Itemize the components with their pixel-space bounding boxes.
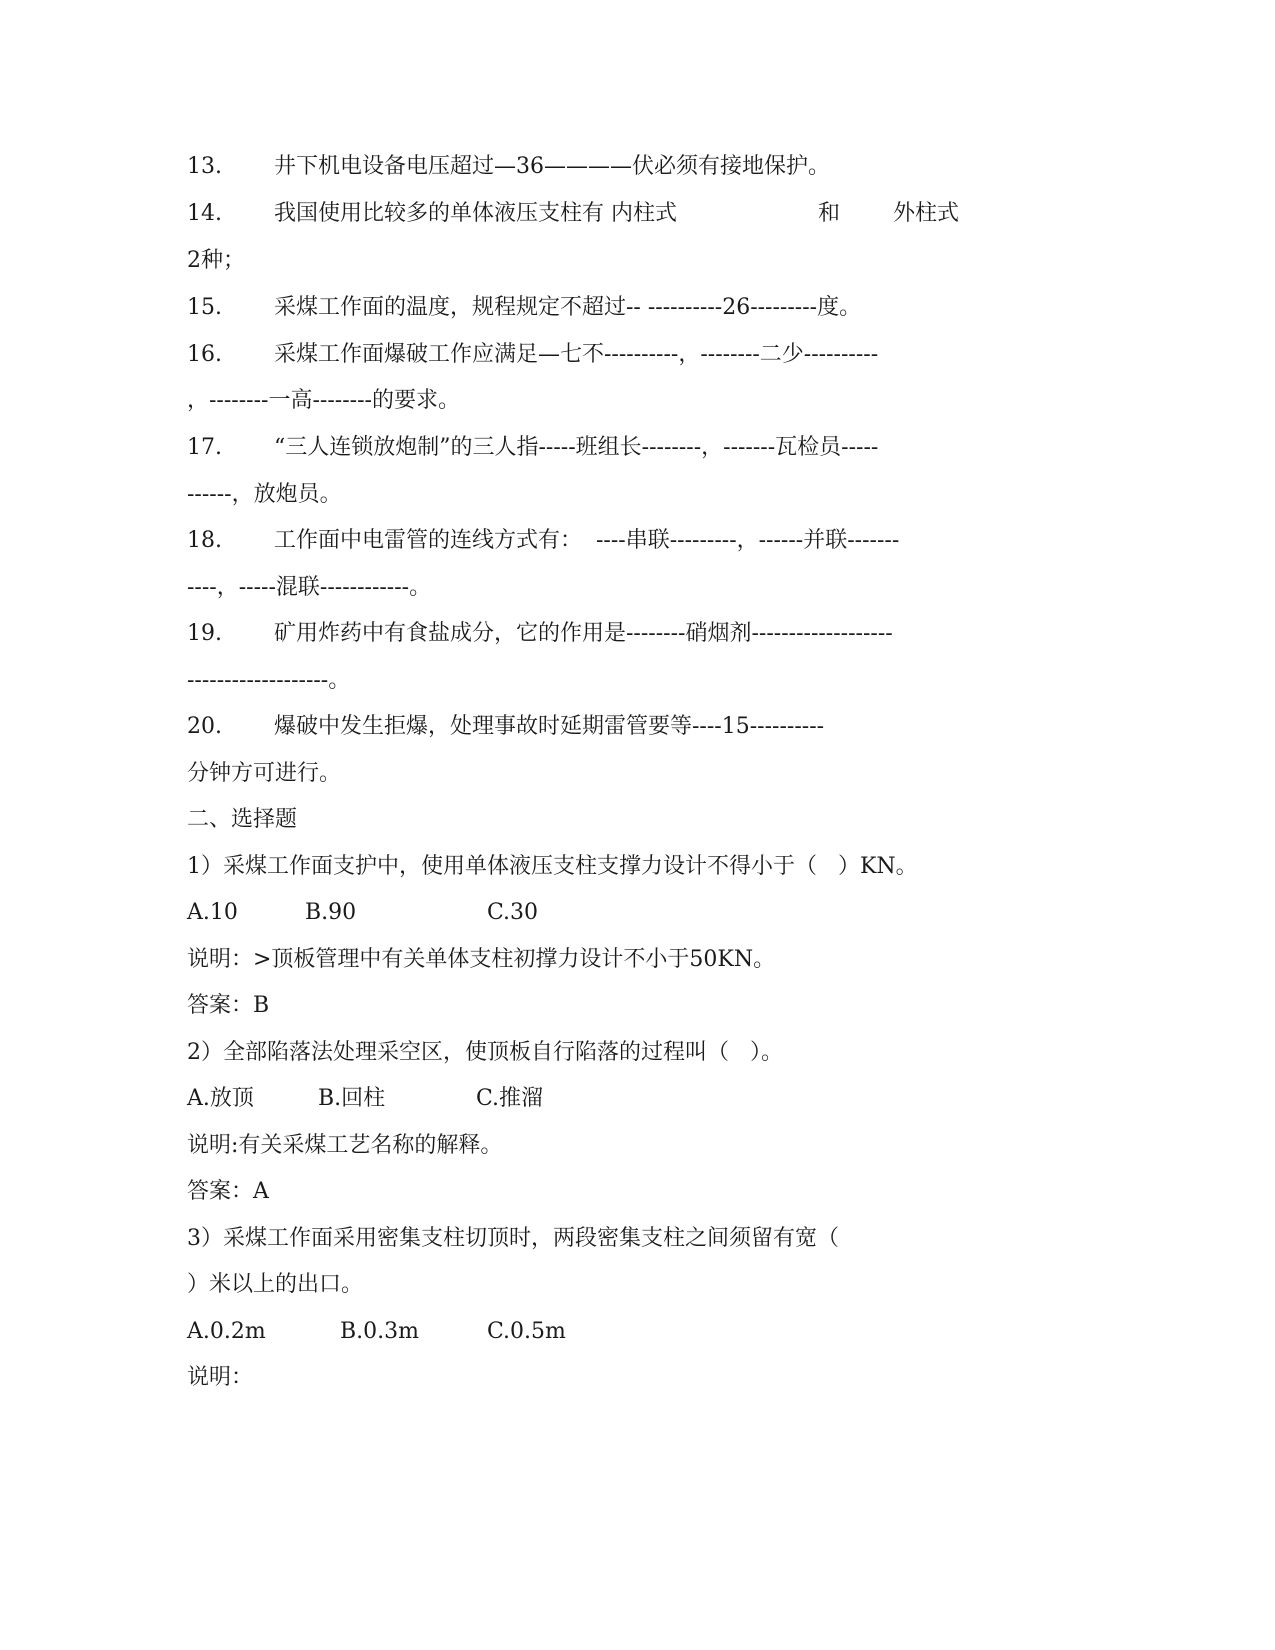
item-18-continuation: ----，-----混联------------。 bbox=[187, 575, 432, 600]
question-1-answer: 答案：B bbox=[187, 993, 270, 1018]
question-2-option-a: A.放顶 bbox=[187, 1086, 254, 1111]
question-3-stem: 3）采煤工作面采用密集支柱切顶时，两段密集支柱之间须留有宽（ bbox=[187, 1226, 839, 1251]
question-2-note: 说明:有关采煤工艺名称的解释。 bbox=[187, 1133, 503, 1158]
question-2-answer: 答案：A bbox=[187, 1179, 269, 1204]
item-14-text: 我国使用比较多的单体液压支柱有 内柱式 bbox=[274, 201, 677, 226]
item-20-continuation: 分钟方可进行。 bbox=[187, 761, 342, 786]
question-1-option-b: B.90 bbox=[305, 900, 357, 925]
item-16-continuation: ，--------一高--------的要求。 bbox=[187, 388, 460, 413]
question-2-option-c: C.推溜 bbox=[476, 1086, 544, 1111]
question-2-stem: 2）全部陷落法处理采空区，使顶板自行陷落的过程叫（ ）。 bbox=[187, 1040, 783, 1065]
question-3-option-a: A.0.2m bbox=[187, 1319, 266, 1344]
item-17-number: 17. bbox=[187, 435, 222, 460]
item-16-number: 16. bbox=[187, 342, 222, 367]
item-14-answer-b: 外柱式 bbox=[893, 201, 960, 226]
question-1-option-c: C.30 bbox=[487, 900, 539, 925]
item-19-text: 矿用炸药中有食盐成分，它的作用是--------硝烟剂------------------- bbox=[274, 621, 893, 646]
question-1-option-a: A.10 bbox=[187, 900, 238, 925]
item-19-number: 19. bbox=[187, 621, 222, 646]
item-13-number: 13. bbox=[187, 154, 222, 179]
question-1-stem: 1）采煤工作面支护中，使用单体液压支柱支撑力设计不得小于（ ）KN。 bbox=[187, 854, 918, 879]
item-19-continuation: -------------------。 bbox=[187, 668, 351, 693]
section-title: 二、选择题 bbox=[187, 807, 298, 832]
item-16-text: 采煤工作面爆破工作应满足—七不----------，--------二少---------- bbox=[274, 342, 879, 367]
item-17-continuation: ------，放炮员。 bbox=[187, 482, 342, 507]
item-18-text: 工作面中电雷管的连线方式有： ----串联---------，------并联------- bbox=[274, 528, 900, 553]
item-17-text: “三人连锁放炮制”的三人指-----班组长--------，-------瓦检员----- bbox=[274, 435, 879, 460]
question-1-note: 说明：>顶板管理中有关单体支柱初撑力设计不小于50KN。 bbox=[187, 947, 776, 972]
item-20-number: 20. bbox=[187, 714, 222, 739]
question-3-note: 说明： bbox=[187, 1365, 254, 1390]
item-20-text: 爆破中发生拒爆，处理事故时延期雷管要等----15---------- bbox=[274, 714, 825, 739]
item-15-text: 采煤工作面的温度，规程规定不超过-- ----------26---------度。 bbox=[274, 295, 862, 320]
item-15-number: 15. bbox=[187, 295, 222, 320]
item-14-number: 14. bbox=[187, 201, 222, 226]
item-18-number: 18. bbox=[187, 528, 222, 553]
item-14-continuation: 2种； bbox=[187, 248, 245, 273]
question-3-option-c: C.0.5m bbox=[487, 1319, 566, 1344]
item-13-text: 井下机电设备电压超过—36————伏必须有接地保护。 bbox=[274, 154, 830, 179]
item-14-and: 和 bbox=[818, 201, 841, 226]
question-3-option-b: B.0.3m bbox=[340, 1319, 420, 1344]
question-3-stem-continuation: ）米以上的出口。 bbox=[187, 1272, 364, 1297]
question-2-option-b: B.回柱 bbox=[318, 1086, 386, 1111]
